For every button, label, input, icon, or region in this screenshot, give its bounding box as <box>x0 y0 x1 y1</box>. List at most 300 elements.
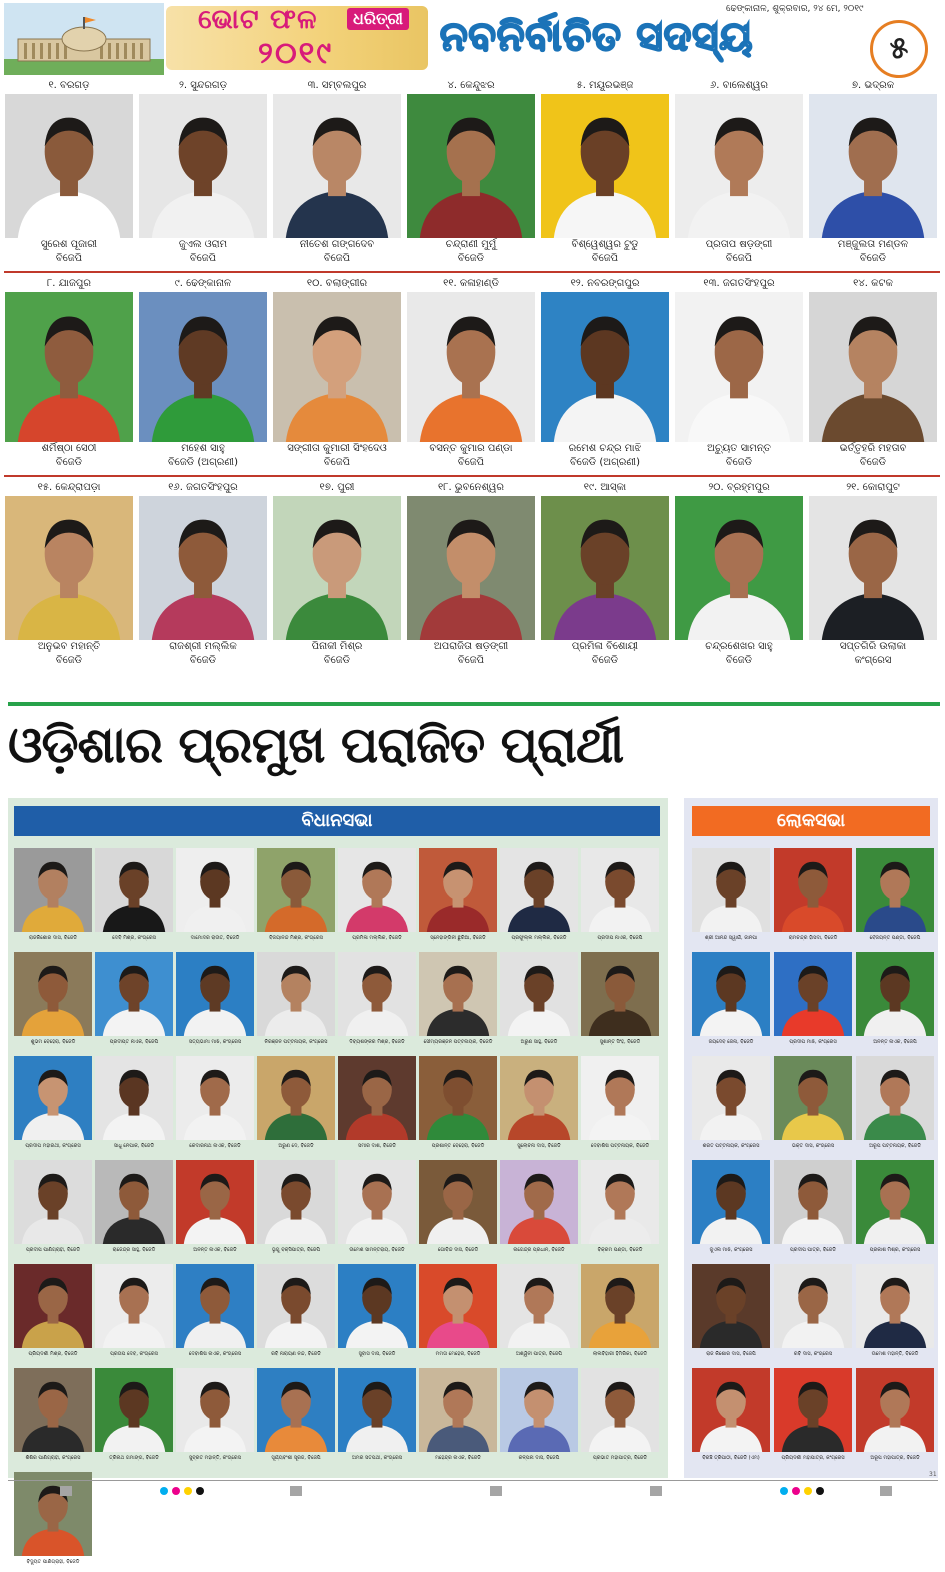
candidate-card <box>338 848 416 948</box>
candidate-caption: ଅଶ୍ୱିନୀ ପାତ୍ର, ବିଜେପି <box>515 1351 563 1357</box>
mp-party: କଂଗ୍ରେସ <box>854 655 892 666</box>
constituency-label: ୧୯. ଆସ୍କା <box>583 482 627 493</box>
candidate-photo <box>338 1160 416 1244</box>
registration-mark-icon <box>880 1486 892 1496</box>
candidate-photo <box>257 952 335 1036</box>
candidate-caption: ବିରଞ୍ଚି ତ୍ରିପାଠୀ, ବିଜେଡି (ଏମ) <box>702 1455 760 1461</box>
candidate-card <box>692 952 770 1052</box>
candidate-caption: ଜୁଏଲ ମାଝି, କଂଗ୍ରେସ <box>709 1247 753 1253</box>
mp-card <box>4 480 134 670</box>
mp-photo <box>675 496 803 640</box>
candidate-photo <box>500 1264 578 1348</box>
candidate-caption: ବିଜୟାନନ୍ଦ ମିଶ୍ର, କଂଗ୍ରେସ <box>269 935 323 941</box>
constituency-label: ୮. ଯାଜପୁର <box>47 278 91 289</box>
candidate-photo <box>500 1160 578 1244</box>
mp-row <box>0 276 945 470</box>
mp-card <box>4 78 134 268</box>
candidate-photo <box>581 952 659 1036</box>
mp-name: ବିଶ୍ୱେଶ୍ୱର ଟୁଡୁ <box>571 239 639 250</box>
candidate-photo <box>257 1056 335 1140</box>
newspaper-name-tag: ଧରିତ୍ରୀ <box>347 8 409 30</box>
candidate-card <box>95 952 173 1052</box>
mp-card <box>674 480 804 670</box>
constituency-label: ୧୫. କେନ୍ଦ୍ରାପଡ଼ା <box>37 482 101 493</box>
candidate-card <box>774 1056 852 1156</box>
mp-party: ବିଜେଡି <box>323 655 351 666</box>
candidate-photo <box>176 1368 254 1452</box>
candidate-caption: ଅରୁଣ ଦେ, ବିଜେଡି <box>278 1143 314 1149</box>
candidate-photo <box>176 1160 254 1244</box>
mp-party: ବିଜେଡି <box>55 457 83 468</box>
constituency-label: ୧୬. ଜଗତସିଂହପୁର <box>168 482 238 493</box>
candidate-photo <box>500 848 578 932</box>
candidate-photo <box>257 1264 335 1348</box>
candidate-card <box>14 848 92 948</box>
black-dot-icon <box>816 1487 824 1495</box>
mp-party: ବିଜେପି <box>323 457 351 468</box>
constituency-label: ୨୧. କୋରାପୁଟ <box>846 482 900 493</box>
candidate-caption: ରାଜ କିଶୋର ଦାସ, ବିଜେପି <box>706 1351 756 1357</box>
candidate-card <box>500 1368 578 1468</box>
candidate-card <box>692 1264 770 1364</box>
constituency-label: ୧୨. ନବରଙ୍ଗପୁର <box>570 278 640 289</box>
candidate-card <box>774 1160 852 1260</box>
vote-title: ଭୋଟ ଫଳ <box>198 4 318 35</box>
mp-party: ବିଜେଡି <box>725 655 753 666</box>
candidate-photo <box>257 1368 335 1452</box>
candidate-card <box>14 1264 92 1364</box>
candidate-caption: ଦାମୋଦର ରାଉତ, ବିଜେଡି <box>190 935 240 941</box>
yellow-dot-icon <box>804 1487 812 1495</box>
candidate-caption: ସାଧୁ ନେପାକ, ବିଜେଡି <box>113 1143 155 1149</box>
constituency-label: ୨. ସୁନ୍ଦରଗଡ଼ <box>178 80 228 91</box>
candidate-card <box>692 848 770 948</box>
candidate-card <box>176 952 254 1052</box>
candidate-card <box>419 848 497 948</box>
vidhansabha-heading: ବିଧାନସଭା <box>14 806 660 836</box>
constituency-label: ୬. ବାଲେଶ୍ୱର <box>709 80 769 91</box>
yellow-dot-icon <box>184 1487 192 1495</box>
candidate-card <box>14 1056 92 1156</box>
candidate-photo <box>581 1160 659 1244</box>
candidate-card <box>500 1264 578 1364</box>
candidate-caption: ବୈଜୟନ୍ତ ପଣ୍ଡା, ବିଜେପି <box>869 935 921 941</box>
candidate-photo <box>338 1264 416 1348</box>
registration-mark-icon <box>290 1486 302 1496</box>
candidate-card <box>257 1160 335 1260</box>
mp-party: ବିଜେଡି <box>55 655 83 666</box>
mp-photo <box>675 292 803 442</box>
candidate-photo <box>419 952 497 1036</box>
mp-row <box>0 78 945 272</box>
candidate-photo <box>856 1264 934 1348</box>
mp-name: ସପ୍ତଗିରି ଉଲାକା <box>839 641 907 652</box>
candidate-caption: ଅରୂପ ମହାପାତ୍ର, ବିଜେଡି <box>870 1455 920 1461</box>
mp-name: ଚନ୍ଦ୍ରାଣୀ ମୁର୍ମୁ <box>445 239 497 250</box>
candidate-caption: ଲାଲବିହାରୀ ହିମିରିକା, ବିଜେଡି <box>592 1351 648 1357</box>
candidate-photo <box>338 848 416 932</box>
mp-photo <box>5 292 133 442</box>
mp-party: ବିଜେପି <box>457 457 485 468</box>
constituency-label: ୨୦. ବ୍ରହ୍ମପୁର <box>708 482 770 493</box>
candidate-caption: ପ୍ରଦୀପ୍ତ ନାଏକ, ବିଜେପି <box>109 1039 159 1045</box>
constituency-label: ୧୦. ବଲାଙ୍ଗୀର <box>306 278 368 289</box>
candidate-caption: ସ୍ନେହାଙ୍ଗିନୀ ଛୁରିଆ, ବିଜେଡି <box>430 935 486 941</box>
candidate-caption: ପ୍ରଭାତ ମହାପାତ୍ର, ବିଜେଡି <box>592 1455 648 1461</box>
candidate-photo <box>692 1056 770 1140</box>
candidate-photo <box>419 1056 497 1140</box>
candidate-photo <box>14 952 92 1036</box>
candidate-photo <box>774 1368 852 1452</box>
mp-name: ଭର୍ତ୍ତୃହରି ମହତାବ <box>839 443 907 454</box>
mp-card <box>674 78 804 268</box>
mp-photo <box>139 94 267 238</box>
mp-photo <box>273 292 401 442</box>
candidate-caption: ପ୍ରଦୀପ ପାତ୍ର, ବିଜେଡି <box>790 1247 836 1253</box>
candidate-caption: କେଦାରନାଥ ନାଏକ, ବିଜେଡି <box>189 1143 241 1149</box>
candidate-caption: ଅରୁଣ ସାହୁ, ବିଜେଡି <box>520 1039 558 1045</box>
vidhansabha-panel <box>8 798 668 1565</box>
mp-card <box>808 480 938 670</box>
candidate-caption: ପ୍ରମିଳା ମଲ୍ଲିକ, ବିଜେଡି <box>352 935 402 941</box>
candidate-photo <box>774 1160 852 1244</box>
date-line: ଢେଙ୍କାନାଳ, ଶୁକ୍ରବାର, ୨୪ ମେ, ୨୦୧୯ <box>726 4 864 14</box>
candidate-photo <box>581 1056 659 1140</box>
candidate-card <box>500 952 578 1052</box>
candidate-card <box>338 1056 416 1156</box>
mp-name: ଅନୁଭବ ମହାନ୍ତି <box>37 641 101 652</box>
candidate-card <box>338 1160 416 1260</box>
candidate-photo <box>419 1368 497 1452</box>
registration-mark-icon <box>490 1486 502 1496</box>
mp-photo <box>809 496 937 640</box>
mp-party: ବିଜେପି <box>591 253 619 264</box>
constituency-label: ୯. ଢେଙ୍କାନାଳ <box>174 278 232 289</box>
candidate-photo <box>774 848 852 932</box>
mp-name: ଚନ୍ଦ୍ରଶେଖର ସାହୁ <box>705 641 773 652</box>
mp-name: ଅଚ୍ୟୁତ ସାମନ୍ତ <box>707 443 771 454</box>
mp-name: ପ୍ରମିଳା ବିଶୋୟୀ <box>571 641 639 652</box>
candidate-card <box>257 848 335 948</box>
candidate-card <box>14 1160 92 1260</box>
mp-name: ପ୍ରତାପ ଷଡ଼ଙ୍ଗୀ <box>705 239 773 250</box>
candidate-card <box>581 952 659 1052</box>
candidate-card <box>176 1056 254 1156</box>
candidate-caption: ଅନନ୍ତ ନାଏକ, ବିଜେଡି <box>193 1247 237 1253</box>
candidate-caption: ପ୍ରଦୀପ ମହାରଥୀ, କଂଗ୍ରେସ <box>25 1143 81 1149</box>
mp-party: ବିଜେଡି <box>591 655 619 666</box>
candidate-caption: ବିକ୍ରମ ପଣ୍ଡା, ବିଜେଡି <box>597 1247 643 1253</box>
mp-party: ବିଜେପି <box>323 253 351 264</box>
candidate-caption: ନିରଞ୍ଜନ ପଟ୍ଟନାୟକ, କଂଗ୍ରେସ <box>264 1039 328 1045</box>
parliament-building-icon <box>4 3 164 75</box>
candidate-card <box>257 952 335 1052</box>
mp-photo <box>5 94 133 238</box>
candidate-photo <box>856 952 934 1036</box>
candidate-card <box>692 1160 770 1260</box>
mp-card <box>540 276 670 466</box>
candidate-photo <box>14 1056 92 1140</box>
mp-name: ପିନାକୀ ମିଶ୍ର <box>311 641 363 652</box>
candidate-card <box>774 1264 852 1364</box>
candidate-photo <box>338 1368 416 1452</box>
mp-card <box>674 276 804 466</box>
candidate-card <box>774 848 852 948</box>
candidate-card <box>774 1368 852 1468</box>
candidate-card <box>338 1368 416 1468</box>
mp-card <box>272 78 402 268</box>
candidate-photo <box>692 1264 770 1348</box>
candidate-photo <box>692 1160 770 1244</box>
candidate-photo <box>14 1264 92 1348</box>
candidate-caption: ସୁଲୋଚନା ଦାସ, ବିଜେଡି <box>517 1143 561 1149</box>
mp-photo <box>541 496 669 640</box>
mp-card <box>808 276 938 466</box>
mp-name: ବସନ୍ତ କୁମାର ପଣ୍ଡା <box>429 443 513 454</box>
mp-row <box>0 480 945 674</box>
candidate-card <box>95 848 173 948</box>
vote-year: ୨୦୧୯ <box>258 36 334 71</box>
mp-party: ବିଜେଡି <box>457 253 485 264</box>
candidate-photo <box>257 1160 335 1244</box>
candidate-photo <box>581 1368 659 1452</box>
candidate-photo <box>14 848 92 932</box>
candidate-card <box>581 1056 659 1156</box>
candidate-caption: ଅମର ସତପଥୀ, କଂଗ୍ରେସ <box>351 1455 402 1461</box>
magenta-dot-icon <box>792 1487 800 1495</box>
mp-card <box>808 78 938 268</box>
mp-name: ଶର୍ମିଷ୍ଠା ସେଠୀ <box>41 443 97 454</box>
candidate-card <box>419 1264 497 1364</box>
candidate-caption: ପ୍ରଦୀପ ପାଣିଗ୍ରାହୀ, ବିଜେଡି <box>25 1247 81 1253</box>
candidate-photo <box>338 952 416 1036</box>
candidate-caption: ରାମଚନ୍ଦ୍ର ହାଁସଦା, ବିଜେଡି <box>788 935 838 941</box>
candidate-caption: ପ୍ରଦୀପ ନାଏକ, ବିଜେପି <box>597 935 643 941</box>
mp-card <box>272 276 402 466</box>
candidate-photo <box>856 1056 934 1140</box>
candidate-caption: ସମୀର ଦାଶ, ବିଜେଡି <box>357 1143 397 1149</box>
magenta-dot-icon <box>172 1487 180 1495</box>
candidate-card <box>176 1368 254 1468</box>
candidate-caption: ଦେବାଶିଷ ପଟ୍ଟନାୟକ, ବିଜେଡି <box>590 1143 650 1149</box>
candidate-card <box>257 1056 335 1156</box>
constituency-label: ୫. ମୟୂରଭଞ୍ଜ <box>576 80 634 91</box>
mp-photo <box>541 94 669 238</box>
mp-name: ସୁରେଶ ପୂଜାରୀ <box>40 239 98 250</box>
candidate-card <box>419 1160 497 1260</box>
candidate-caption: କଳ୍ପନା ଦାସ, ବିଜେପି <box>518 1455 560 1461</box>
mp-photo <box>273 496 401 640</box>
candidate-caption: ତ୍ରିନାଥ ଗମାଙ୍ଗ, ବିଜେଡି <box>109 1455 159 1461</box>
mp-photo <box>809 94 937 238</box>
candidate-card <box>856 1160 934 1260</box>
mp-party: ବିଜେଡି <box>859 253 887 264</box>
candidate-caption: ସୂର୍ଯ୍ୟବଂଶୀ ସୂରଜ, ବିଜେପି <box>271 1455 321 1461</box>
candidate-card <box>581 1368 659 1468</box>
constituency-label: ୩. ସମ୍ବଲପୁର <box>307 80 367 91</box>
candidate-card <box>856 1264 934 1364</box>
mp-card <box>4 276 134 466</box>
mp-party: ବିଜେଡି <box>725 457 753 468</box>
candidate-caption: ପ୍ରଫୁଲ୍ଲ ମଲ୍ଲିକ, ବିଜେଡି <box>511 935 567 941</box>
candidate-photo <box>692 952 770 1036</box>
mp-name: ରମେଶ ଚନ୍ଦ୍ର ମାଝି <box>568 443 642 454</box>
mp-name: ଜୁଏଲ ଓରାମ <box>178 239 228 250</box>
candidate-card <box>692 1056 770 1156</box>
mp-photo <box>139 292 267 442</box>
candidate-card <box>856 848 934 948</box>
constituency-label: ୭. ଭଦ୍ରକ <box>851 80 895 91</box>
candidate-photo <box>176 848 254 932</box>
candidate-photo <box>692 848 770 932</box>
candidate-card <box>176 1264 254 1364</box>
candidate-card <box>856 1368 934 1468</box>
page-header <box>0 0 945 78</box>
registration-mark-icon <box>650 1486 662 1496</box>
candidate-card <box>419 1368 497 1468</box>
candidate-caption: ରବି ଦାସ, କଂଗ୍ରେସ <box>793 1351 833 1357</box>
constituency-label: ୧. ବରଗଡ଼ <box>48 80 90 91</box>
candidate-photo <box>14 1368 92 1452</box>
candidate-caption: ଉମେଶ ମହାନ୍ତି, ବିଜେଡି <box>871 1351 919 1357</box>
cyan-dot-icon <box>160 1487 168 1495</box>
candidate-caption: ଉମେଶ ସାମନ୍ତରାୟ, ବିଜେଡି <box>349 1247 405 1253</box>
mp-name: ମହେଶ ସାହୁ <box>181 443 225 454</box>
candidate-card <box>581 1264 659 1364</box>
candidate-caption: ଭୃଗୁ ବକ୍ସିପାତ୍ର, ବିଜେପି <box>271 1247 321 1253</box>
candidate-photo <box>338 1056 416 1140</box>
candidate-photo <box>419 1264 497 1348</box>
candidate-photo <box>500 1368 578 1452</box>
candidate-card <box>419 1056 497 1156</box>
candidate-photo <box>856 1368 934 1452</box>
mp-card <box>540 480 670 670</box>
candidate-card <box>419 952 497 1052</box>
mp-card <box>540 78 670 268</box>
candidate-photo <box>774 1056 852 1140</box>
candidate-photo <box>856 848 934 932</box>
constituency-label: ୧୮. ଭୁବନେଶ୍ୱର <box>438 482 504 493</box>
candidate-caption: ଜୟଦେବ ଜେନା, ବିଜେଡି <box>708 1039 754 1045</box>
mp-card <box>138 78 268 268</box>
candidate-card <box>500 1056 578 1156</box>
candidate-caption: ରାଜକିଶୋର ଦାସ, ବିଜେଡି <box>29 935 77 941</box>
mp-party: ବିଜେଡି <box>859 457 887 468</box>
candidate-caption: ପ୍ରିୟଦର୍ଶୀ ମହାପାତ୍ର, କଂଗ୍ରେସ <box>781 1455 845 1461</box>
candidate-caption: ଶିଶିର ପାଣିଗ୍ରାହୀ, କଂଗ୍ରେସ <box>25 1455 81 1461</box>
candidate-card <box>500 848 578 948</box>
mp-party: ବିଜେପି <box>189 253 217 264</box>
mp-photo <box>5 496 133 640</box>
print-footer <box>0 1471 945 1498</box>
mp-name: ସଙ୍ଗୀତା କୁମାରୀ ସିଂହଦେଓ <box>287 443 387 454</box>
candidate-caption: ରାଜେନ୍ଦ୍ର ସାହୁ, ବିଜେଡି <box>112 1247 156 1253</box>
constituency-label: ୪. କେନ୍ଦୁଝର <box>447 80 495 91</box>
candidate-caption: ଶ୍ରୀ ଆନନ୍ଦ ସ୍ୱାଇଁ, ଜାନପା <box>704 935 758 941</box>
mp-photo <box>809 292 937 442</box>
mp-name: ନୀତେଶ ଗଙ୍ଗଦେବ <box>299 239 375 250</box>
footer-line <box>8 1480 938 1481</box>
mp-party: ବିଜେଡି <box>189 655 217 666</box>
candidate-card <box>176 848 254 948</box>
candidate-caption: ରବି ନାରାୟଣ ନନ୍ଦ, ବିଜେଡି <box>271 1351 321 1357</box>
candidate-photo <box>95 1160 173 1244</box>
candidate-card <box>95 1056 173 1156</box>
candidate-caption: ମହେନ୍ଦ୍ର ନାଏକ, ବିଜେଡି <box>435 1455 481 1461</box>
candidate-photo <box>95 1264 173 1348</box>
candidate-photo <box>856 1160 934 1244</box>
candidate-caption: ଶରତ ପଟ୍ଟନାୟକ, କଂଗ୍ରେସ <box>702 1143 760 1149</box>
candidate-card <box>257 1264 335 1364</box>
candidate-caption: ଗୋବିନ୍ଦ ଦାସ, ବିଜେଡି <box>437 1247 479 1253</box>
candidate-photo <box>774 952 852 1036</box>
candidate-photo <box>419 848 497 932</box>
candidate-card <box>338 952 416 1052</box>
candidate-photo <box>500 1056 578 1140</box>
candidate-card <box>692 1368 770 1468</box>
candidate-photo <box>581 848 659 932</box>
row-divider <box>4 475 940 477</box>
mp-party: ବିଜେଡି (ଅଗ୍ରଣୀ) <box>569 457 641 468</box>
candidate-caption: ଶୁଭମ ବେହେରା, ବିଜେଡି <box>30 1039 76 1045</box>
candidate-card <box>95 1368 173 1468</box>
mp-party: ବିଜେଡି (ଅଗ୍ରଣୀ) <box>167 457 239 468</box>
candidate-photo <box>419 1160 497 1244</box>
mp-card <box>406 480 536 670</box>
mp-photo <box>139 496 267 640</box>
candidate-card <box>581 848 659 948</box>
candidate-card <box>774 952 852 1052</box>
mp-party: ବିଜେପି <box>457 655 485 666</box>
registration-mark-icon <box>60 1486 72 1496</box>
candidate-caption: ସତ୍ୟଭାମା ମାଝି, କଂଗ୍ରେସ <box>188 1039 242 1045</box>
mp-card <box>272 480 402 670</box>
candidate-photo <box>14 1160 92 1244</box>
mp-photo <box>407 292 535 442</box>
loksabha-panel <box>684 798 938 1478</box>
constituency-label: ୧୭. ପୁରୀ <box>319 482 355 493</box>
candidate-caption: ମମତା ମେହେର, ବିଜେଡି <box>435 1351 481 1357</box>
candidate-card <box>176 1160 254 1260</box>
candidate-caption: ଦେବାଶିଷ ନାଏକ, କଂଗ୍ରେସ <box>188 1351 242 1357</box>
mp-party: ବିଜେପି <box>55 253 83 264</box>
candidate-photo <box>774 1264 852 1348</box>
loksabha-heading: ଲୋକସଭା <box>692 806 930 836</box>
mp-name: ରାଜଶ୍ରୀ ମଲ୍ଲିକ <box>169 641 237 652</box>
candidate-caption: ସୁବାସ ଦାସ, ବିଜେଡି <box>358 1351 396 1357</box>
candidate-photo <box>176 1056 254 1140</box>
candidate-caption: ପ୍ରକାଶ ମିଶ୍ର, କଂଗ୍ରେସ <box>869 1247 921 1253</box>
candidate-caption: ସୁବ୍ରତ ମହାନ୍ତି, କଂଗ୍ରେସ <box>189 1455 241 1461</box>
mp-card <box>138 480 268 670</box>
candidate-photo <box>95 848 173 932</box>
candidate-caption: ଅରୂପ ପଟ୍ଟନାୟକ, ବିଜେଡି <box>869 1143 921 1149</box>
mp-photo <box>675 94 803 238</box>
candidate-caption: ପ୍ରତାପ ଦେବ, କଂଗ୍ରେସ <box>110 1351 158 1357</box>
candidate-card <box>338 1264 416 1364</box>
candidate-photo <box>176 1264 254 1348</box>
page-title: ନବନିର୍ବାଚିତ ସଦସ୍ୟ <box>440 14 754 60</box>
mp-name: ମଞ୍ଜୁଲତା ମଣ୍ଡଳ <box>837 239 909 250</box>
candidate-photo <box>176 952 254 1036</box>
black-dot-icon <box>196 1487 204 1495</box>
candidate-card <box>95 1264 173 1364</box>
candidate-photo <box>692 1368 770 1452</box>
section-divider <box>8 702 940 706</box>
candidate-caption: ନାଗେନ୍ଦ୍ର ପ୍ରଧାନ, ବିଜେଡି <box>513 1247 565 1253</box>
candidate-caption: ଦେବି ମିଶ୍ର, କଂଗ୍ରେସ <box>112 935 156 941</box>
mp-photo <box>273 94 401 238</box>
